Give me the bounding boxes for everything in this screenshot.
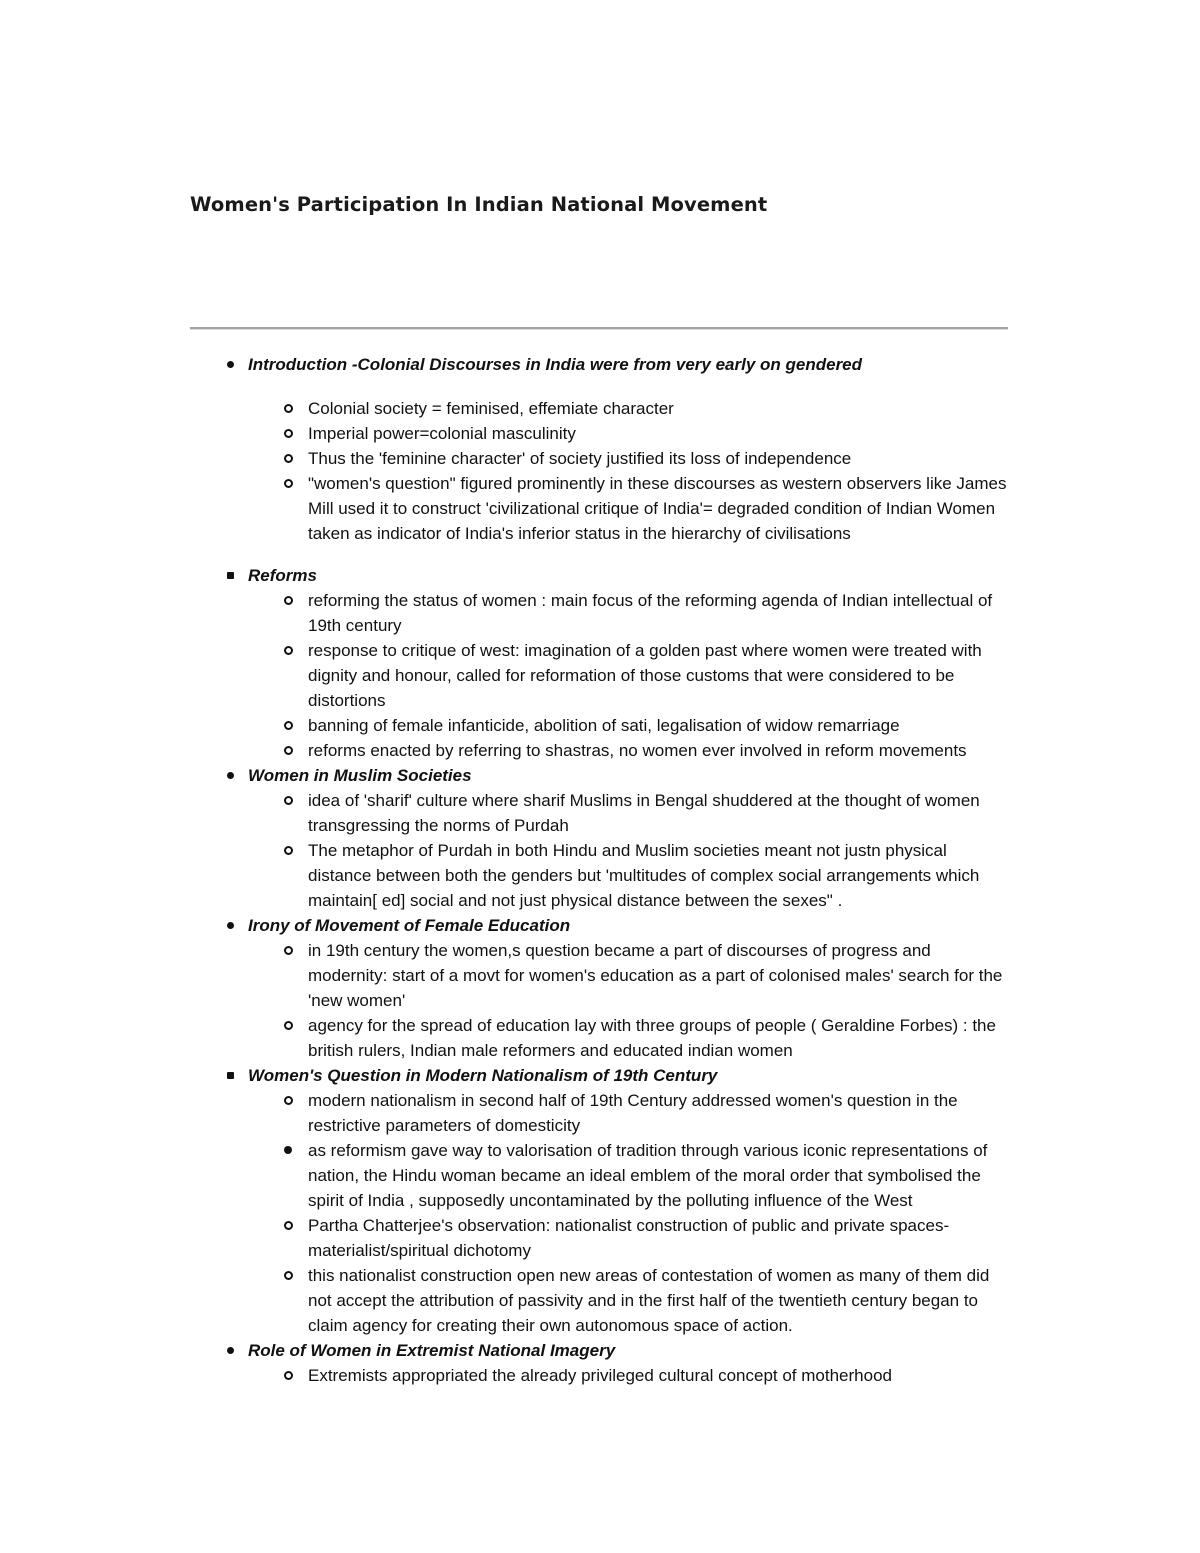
- list-item: [0, 1138, 1010, 1213]
- bullet-icon: [227, 1347, 234, 1354]
- circle-bullet-icon: [284, 596, 293, 605]
- section-muslim-societies: [0, 763, 1200, 913]
- circle-bullet-icon: [284, 1221, 293, 1230]
- circle-bullet-icon: [284, 846, 293, 855]
- outline-list: [0, 352, 1200, 1388]
- list-item: [0, 588, 1010, 638]
- list-item-text: this nationalist construction open new areas of contestation of women as many of them did not accept the attribution of passivity and in the first half of the twentieth century began to claim agency for creating their own autonomous space of action.: [308, 1266, 990, 1335]
- section-heading-text: Irony of Movement of Female Education: [248, 916, 571, 935]
- list-item: [0, 713, 1010, 738]
- list-item-text: idea of 'sharif' culture where sharif Muslims in Bengal shuddered at the thought of women transgressing the norms of Purdah: [308, 791, 980, 835]
- list-item: [0, 1013, 1010, 1063]
- list-item: [0, 938, 1010, 1013]
- bullet-icon: [227, 772, 234, 779]
- list-item: [0, 788, 1010, 838]
- list-item-text: reforms enacted by referring to shastras, no women ever involved in reform movements: [308, 741, 967, 760]
- list-item-text: Extremists appropriated the already privileged cultural concept of motherhood: [308, 1366, 892, 1385]
- list-item: [0, 396, 1010, 421]
- section-heading: [0, 913, 1200, 938]
- list-item-text: reforming the status of women : main focus of the reforming agenda of Indian intellectual of 19th century: [308, 591, 993, 635]
- section-heading-text: Women in Muslim Societies: [248, 766, 472, 785]
- list-item-text: agency for the spread of education lay with three groups of people ( Geraldine Forbes) : the british rulers, Indian male reformers and educated indian women: [308, 1016, 996, 1060]
- list-item-text: banning of female infanticide, abolition of sati, legalisation of widow remarriage: [308, 716, 900, 735]
- section-heading-text: Introduction -Colonial Discourses in India were from very early on gendered: [248, 355, 863, 374]
- list-item: [0, 738, 1010, 763]
- section-heading: [0, 563, 1200, 588]
- list-item-text: response to critique of west: imagination of a golden past where women were treated with dignity and honour, called for reformation of those customs that were considered to be distortions: [308, 641, 982, 710]
- list-item: [0, 471, 1010, 546]
- bullet-icon: [227, 1072, 234, 1079]
- section-heading: [0, 763, 1200, 788]
- bullet-icon: [227, 922, 234, 929]
- circle-bullet-icon: [284, 479, 293, 488]
- list-item-text: as reformism gave way to valorisation of tradition through various iconic representations of nation, the Hindu woman became an ideal emblem of the moral order that symbolised the spirit of India , supposedly uncontaminated by the polluting influence of the West: [308, 1141, 988, 1210]
- circle-bullet-icon: [284, 796, 293, 805]
- section-extremist-imagery: [0, 1338, 1200, 1388]
- list-item-text: "women's question" figured prominently in these discourses as western observers like James Mill used it to construct 'civilizational critique of India'= degraded condition of Indian Women taken as indicator of India's inferior status in the hierarchy of civilisations: [308, 474, 1007, 543]
- list-item: [0, 1088, 1010, 1138]
- circle-bullet-icon: [284, 429, 293, 438]
- list-item: [0, 1363, 1010, 1388]
- list-item: [0, 1263, 1010, 1338]
- bullet-icon: [227, 361, 234, 368]
- list-item: [0, 1213, 1010, 1263]
- horizontal-rule: [190, 327, 1008, 330]
- circle-bullet-icon: [284, 454, 293, 463]
- circle-bullet-icon: [284, 746, 293, 755]
- circle-bullet-icon: [284, 1021, 293, 1030]
- list-item-text: Thus the 'feminine character' of society justified its loss of independence: [308, 449, 852, 468]
- circle-bullet-icon: [284, 1271, 293, 1280]
- list-item-text: Partha Chatterjee's observation: nationalist construction of public and private spaces- materialist/spiritual dichotomy: [308, 1216, 950, 1260]
- circle-bullet-icon: [284, 1096, 293, 1105]
- section-heading: [0, 1063, 1200, 1088]
- section-female-education: [0, 913, 1200, 1063]
- section-introduction: [0, 352, 1200, 546]
- circle-bullet-icon: [284, 646, 293, 655]
- list-item: [0, 838, 1010, 913]
- circle-bullet-icon: [284, 946, 293, 955]
- list-item-text: Colonial society = feminised, effemiate character: [308, 399, 674, 418]
- list-item-text: The metaphor of Purdah in both Hindu and Muslim societies meant not justn physical distance between both the genders but 'multitudes of complex social arrangements which maintain[ ed] social and not just physical distance between the sexes" .: [308, 841, 980, 910]
- section-heading: [0, 352, 1200, 377]
- bullet-icon: [227, 572, 234, 579]
- section-heading-text: Role of Women in Extremist National Imagery: [248, 1341, 616, 1360]
- section-heading: [0, 1338, 1200, 1363]
- section-modern-nationalism: [0, 1063, 1200, 1338]
- list-item: [0, 421, 1010, 446]
- circle-bullet-icon: [284, 1371, 293, 1380]
- circle-bullet-icon: [284, 404, 293, 413]
- list-item: [0, 638, 1010, 713]
- section-heading-text: Women's Question in Modern Nationalism of 19th Century: [248, 1066, 718, 1085]
- circle-bullet-icon: [284, 721, 293, 730]
- list-item-text: in 19th century the women,s question became a part of discourses of progress and modernity: start of a movt for women's education as a part of colonised males' search for the 'new women': [308, 941, 1003, 1010]
- list-item-text: Imperial power=colonial masculinity: [308, 424, 576, 443]
- filled-circle-bullet-icon: [284, 1146, 292, 1154]
- section-heading-text: Reforms: [248, 566, 317, 585]
- list-item: [0, 446, 1010, 471]
- list-item-text: modern nationalism in second half of 19th Century addressed women's question in the restrictive parameters of domesticity: [308, 1091, 958, 1135]
- section-reforms: [0, 563, 1200, 763]
- page-title: Women's Participation In Indian National Movement: [190, 193, 768, 216]
